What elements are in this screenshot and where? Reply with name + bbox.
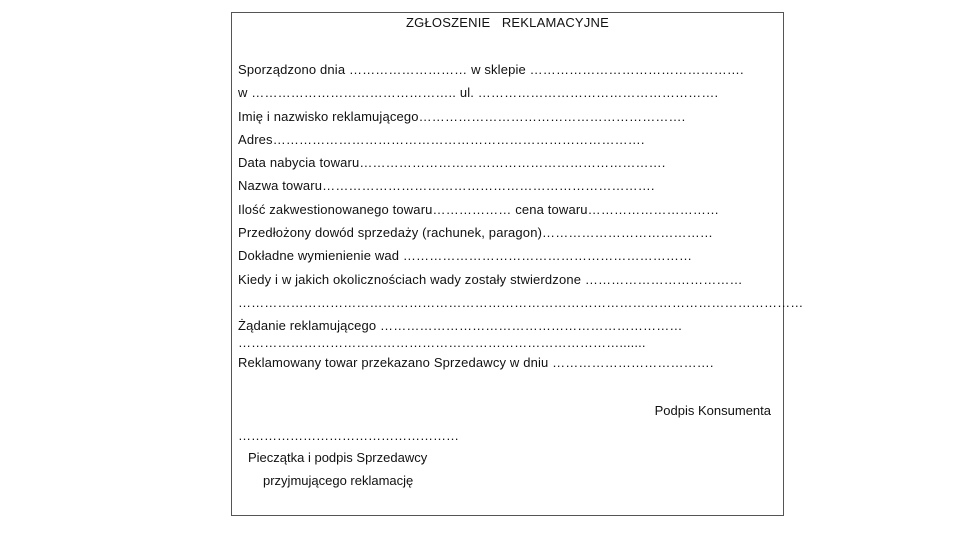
seller-signature-caption: Pieczątka i podpis Sprzedawcy [248, 450, 428, 465]
field-purchase-date: Data nabycia towaru……………………………………………………………. [238, 155, 666, 170]
field-quantity-price: Ilość zakwestionowanego towaru……………… cena towaru………………………… [238, 202, 720, 217]
field-product-name: Nazwa towaru…………………………………………………………………. [238, 178, 655, 193]
complaint-form [231, 12, 804, 516]
form-title: ZGŁOSZENIE REKLAMACYJNE [406, 15, 609, 30]
field-handover-date: Reklamowany towar przekazano Sprzedawcy w dniu ………………………………. [238, 355, 714, 370]
field-defects: Dokładne wymienienie wad ………………………………………………………… [238, 248, 693, 263]
field-date-shop: Sporządzono dnia ……………………… w sklepie …………………………………………. [238, 62, 744, 77]
seller-signature-caption-2: przyjmującego reklamację [263, 473, 414, 488]
seller-signature-line: …………………………………………… [238, 428, 459, 443]
field-name: Imię i nazwisko reklamującego……………………………………………………. [238, 109, 686, 124]
field-circumstances-continued: ………………………………………………………………………………………………………………… [238, 295, 804, 310]
field-demand: Żądanie reklamującego …………………………………………………………… [238, 318, 683, 333]
field-circumstances: Kiedy i w jakich okolicznościach wady zostały stwierdzone ……………………………… [238, 272, 743, 287]
field-city-street: w ……………………………………….. ul. ………………………………………………. [238, 85, 719, 100]
field-proof-of-purchase: Przedłożony dowód sprzedaży (rachunek, paragon)………………………………… [238, 225, 714, 240]
field-demand-continued: ……………………………………………………………………………....... [238, 335, 646, 350]
field-address: Adres…………………………………………………………………………. [238, 132, 645, 147]
consumer-signature-label: Podpis Konsumenta [654, 403, 771, 418]
